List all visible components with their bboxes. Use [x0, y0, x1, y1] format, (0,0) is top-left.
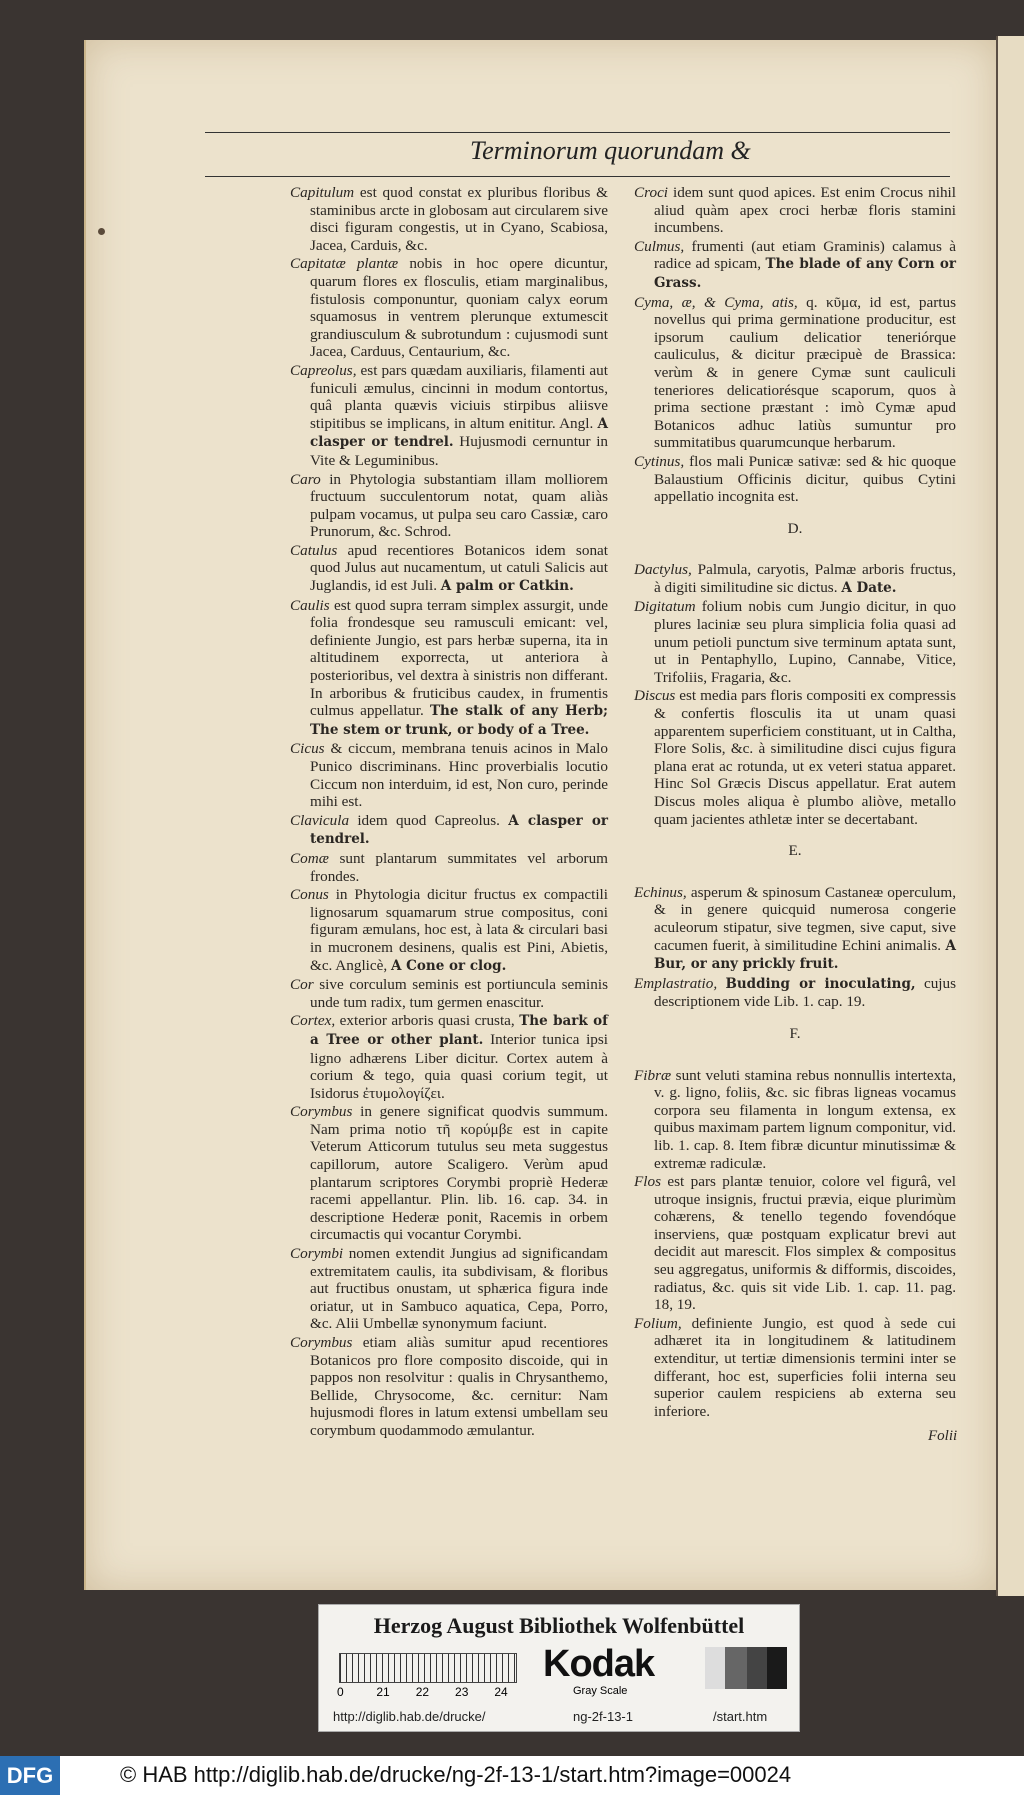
glossary-entry: [634, 453, 956, 506]
ruler-numbers: [337, 1685, 530, 1699]
english-gloss: A clasper or tendrel.: [310, 415, 608, 451]
glossary-entry: [290, 812, 608, 849]
entry-text: apud recentiores Botanicos idem sonat quod Julus aut nucamentum, ut catuli Salicis aut Juglandis, id est Juli.: [310, 541, 608, 595]
entry-term: Caro: [290, 470, 321, 488]
glossary-entry: [290, 1103, 608, 1244]
entry-term: Corymbus: [290, 1103, 353, 1121]
entry-term: Cortex,: [290, 1012, 336, 1030]
glossary-entry: [290, 850, 608, 885]
entry-text: & ciccum, membrana tenuis acinos in Malo Punico discriminans. Hinc proverbialis locutio Ciccum non interduim, id est, Non curo, perinde mihi est.: [310, 740, 608, 811]
glossary-entry: [290, 740, 608, 810]
glossary-entry: [290, 1334, 608, 1440]
entry-text: nobis in hoc opere dicuntur, quarum flores ex flosculis, etiam marginalibus, fistulosis componuntur, quoniam calyx eorum squamosus in ventrem plerunque extumescit grandiusculum & subrotundum : cujusmodi sunt Jacea, Carduus, Centaurium, &c.: [310, 255, 608, 361]
glossary-entry: [290, 471, 608, 541]
gray-patch: [767, 1647, 787, 1689]
glossary-entry: [290, 597, 608, 740]
entry-term: Capitulum: [290, 184, 355, 201]
footer-bar: [0, 1756, 1024, 1795]
glossary-entry: [634, 687, 956, 828]
glossary-entry: [290, 886, 608, 975]
glossary-entry: [634, 294, 956, 452]
ruler-number: 21: [376, 1685, 390, 1699]
measurement-ruler: [339, 1653, 517, 1683]
entry-text: in Phytologia dicitur fructus ex compactili lignosarum squamarum strue compositus, coni figuram æmulans, hoc est, à lata & circulari basi in mucronem desinens, qualis est Pini, Abietis, &c. Anglicè,: [310, 886, 608, 974]
glossary-entry: [290, 542, 608, 596]
entry-text: idem sunt quod apices. Est enim Crocus nihil aliud quàm apex croci herbæ floris stamini incumbens.: [654, 184, 956, 237]
glossary-entry: [290, 1012, 608, 1102]
gray-patch: [747, 1647, 767, 1689]
ruler-number: 24: [494, 1685, 508, 1699]
right-text-column: [634, 184, 956, 1421]
english-gloss: A Cone or clog.: [390, 957, 507, 974]
ink-spot: [98, 228, 105, 235]
entry-text-tail: cujus descriptionem vide Lib. 1. cap. 19.: [654, 974, 957, 1011]
entry-term: Digitatum: [634, 598, 696, 616]
entry-term: Capitatæ plantæ: [290, 255, 399, 273]
header-rule-bottom: [205, 176, 950, 177]
copyright-url[interactable]: © HAB http://diglib.hab.de/drucke/ng-2f-13-1/start.htm?image=00024: [120, 1762, 792, 1787]
entry-text: q. κῦμα, id est, partus novellus qui prima germinatione producitur, est ipsorum caulium delicatior teneriórque cauliculus, & dicitur præcipuè de Brassica: verùm & in genere Cymæ sunt cauliculi teneriores delicatiorésque scaporum, quos à prima sectione præstant : imò Cymæ apud Botanicos adhuc latiùs sumuntur pro summitatibus quarumcunque herbarum.: [654, 293, 956, 452]
entry-text: sive corculum seminis est portiuncula seminis unde tum radix, tum germen enascitur.: [310, 976, 608, 1011]
next-page-edge: [996, 36, 1024, 1596]
entry-term: Corymbus: [290, 1334, 353, 1351]
glossary-entry: [290, 255, 608, 361]
entry-text: nomen extendit Jungius ad significandam extremitatem caulis, ita subdivisam, & floribus aut fructibus onustam, ut sphærica figura inde oriatur, ut in Sambuco aquatica, Cepa, Porro, &c. Alii Umbellæ synonymum faciunt.: [310, 1245, 608, 1333]
entry-term: Flos: [634, 1173, 662, 1191]
entry-text: sunt veluti stamina rebus nonnullis intertexta, v. g. ligno, foliis, &c. sic fibras ligneas vocamus corpora seu filamenta in longum extensa, ex quibus maximam partem lignum componitur, vid. lib. 1. cap. 8. Item fibræ dicuntur minutissimæ & extremæ radiculæ.: [654, 1066, 956, 1172]
url-part: /start.htm: [713, 1709, 768, 1724]
entry-text: Palmula, caryotis, Palmæ arboris fructus, à digiti similitudine sic dictus.: [654, 561, 956, 596]
english-gloss: The bark of a Tree or other plant.: [310, 1013, 608, 1048]
entry-term: Dactylus,: [634, 561, 692, 579]
url-part: http://diglib.hab.de/drucke/: [333, 1709, 486, 1724]
entry-term: Folium,: [634, 1314, 682, 1332]
entry-term: Caulis: [290, 596, 330, 614]
glossary-entry: [290, 362, 608, 470]
ruler-number: 22: [415, 1685, 430, 1699]
entry-term: Corymbi: [290, 1245, 344, 1263]
glossary-entry: [634, 561, 956, 597]
glossary-entry: [634, 1315, 956, 1421]
english-gloss: A clasper or tendrel.: [310, 812, 608, 848]
section-letter: E.: [788, 842, 802, 860]
library-name: Herzog August Bibliothek Wolfenbüttel: [373, 1613, 745, 1638]
english-gloss: The blade of any Corn or Grass.: [654, 256, 957, 291]
catchword: Folii: [928, 1428, 958, 1444]
entry-term: Conus: [290, 886, 329, 904]
entry-term: Emplastratio,: [634, 974, 718, 992]
entry-term: Cytinus,: [634, 452, 685, 470]
entry-text: folium nobis cum Jungio dicitur, in quo plures laciniæ seu plura simplicia folia quasi ad unum petioli punctum sive terminum aptata sunt, ut in Pentaphyllo, Lupino, Cannabe, Vitice, Trifoliis, Fragaria, &c.: [654, 598, 956, 686]
dfg-logo: DFG: [0, 1756, 60, 1795]
glossary-entry: [290, 976, 608, 1011]
english-gloss: A palm or Catkin.: [440, 578, 574, 595]
entry-text: idem quod Capreolus.: [349, 811, 500, 829]
entry-text: est quod constat ex pluribus floribus & staminibus arcte in globosam aut circularem sive disci figuram congestis, ut in Cyano, Scabiosa, Jacea, Carduis, &c.: [310, 184, 608, 254]
glossary-entry: [634, 975, 956, 1011]
entry-term: Cyma, æ, & Cyma, atis,: [634, 293, 798, 311]
entry-text: est pars plantæ tenuior, colore vel figurâ, vel utroque insignis, fructui prævia, eique plurimùm cohærens, & tenello tegendo fovendóque inserviens, quæ postquam explicatur brevi aut decidit aut marescit. Flos simplex & compositus seu aggregatus, uniformis & difformis, discoides, radiatus, &c. quis sit vide Lib. 1. cap. 11. pag. 18, 19.: [654, 1173, 956, 1314]
entry-term: Croci: [634, 184, 669, 201]
color-calibration-card: [318, 1604, 800, 1732]
entry-text: est media pars floris compositi ex compressis & confertis flosculis ita ut unam quasi apparentem superficiem constituant, ut in Caltha, Flore Solis, &c. à similitudine disci cujus figura plana erat ac rotunda, ut ex veteri statua apparet. Hinc Sol Græcis Discus appellatur. Erat autem Discus moles aliqua è plumbo aliòve, metallo quam jacientes athletæ inter se decertabant.: [654, 687, 956, 828]
entry-term: Discus: [634, 687, 676, 705]
entry-text-tail: Hujusmodi cernuntur in Vite & Leguminibus.: [310, 433, 609, 469]
glossary-entry: [634, 184, 956, 237]
entry-term: Echinus,: [634, 883, 687, 901]
english-gloss: The stalk of any Herb; The stem or trunk, or body of a Tree.: [310, 703, 608, 738]
entry-term: Clavicula: [290, 811, 350, 829]
entry-text: asperum & spinosum Castaneæ operculum, & in genere quicquid numerosa congerie aculeorum stipatur, sive tegmen, sive caput, sive cacumen fuerit, à similitudine Echini animalis.: [654, 883, 956, 954]
page-header-title: Terminorum quorundam &: [470, 136, 751, 165]
english-gloss: A Date.: [841, 579, 897, 596]
url-part: ng-2f-13-1: [573, 1709, 633, 1724]
entry-term: Culmus,: [634, 237, 685, 255]
gray-scale-label: Gray Scale: [573, 1685, 628, 1697]
header-rule-top: [205, 132, 950, 133]
glossary-entry: [290, 1245, 608, 1333]
entry-text: exterior arboris quasi crusta,: [335, 1012, 515, 1030]
entry-term: Catulus: [290, 541, 338, 559]
entry-text: est pars quædam auxiliaris, filamenti aut funiculi æmulus, cincinni in modum contortus, quâ planta quævis viciuis stirpibus aliisve stipitibus se implicans, in altum enititur. Angl.: [310, 361, 608, 432]
entry-text: in Phytologia substantiam illam molliorem fructuum succulentorum notat, quam aliàs pulpam vocamus, ut pulpa seu caro Cassiæ, caro Prunorum, &c. Schrod.: [310, 470, 608, 541]
ruler-number: 23: [455, 1685, 469, 1699]
glossary-entry: [290, 184, 608, 254]
entry-text: frumenti (aut etiam Graminis) calamus à radice ad spicam,: [654, 237, 956, 273]
gray-patch: [725, 1647, 747, 1689]
entry-text: flos mali Punicæ sativæ: sed & hic quoque Balaustium Officinis dicitur, quibus Cytini appellatio incognita est.: [654, 452, 956, 506]
ruler-number: 0: [337, 1685, 344, 1699]
kodak-logo: Kodak: [543, 1643, 655, 1685]
section-letter: D.: [787, 519, 803, 537]
entry-term: Cor: [290, 976, 314, 994]
entry-term: Cicus: [290, 740, 325, 758]
glossary-entry: [634, 238, 956, 293]
entry-text: in genere significat quodvis summum. Nam prima notio τῆ κορύμβε est in capite Veterum Atticorum tutulus seu meta suggestus capillorum, autore Scaligero. Verùm apud plantarum scriptores Corymbi propriè Hederæ racemi appellantur. Plin. lib. 16. cap. 34. in descriptione Hederæ ponit, Racemis in orbem circumactis qui vocantur Corymbi.: [310, 1103, 608, 1244]
entry-text: etiam aliàs sumitur apud recentiores Botanicos pro flore composito discoide, qui in pappos non resolvitur : qualis in Chrysanthemo, Bellide, Chrysocome, &c. cernitur: Nam hujusmodi flores in latum extensi umbellam seu corymbum quodammodo æmulantur.: [310, 1334, 608, 1439]
english-gloss: Budding or inoculating,: [725, 975, 916, 992]
glossary-entry: [634, 1067, 956, 1173]
entry-text: definiente Jungio, est quod à sede cui adhæret ita in longitudinem & latitudinem extenditur, ut tertiæ dimensionis termini inter se differant, hoc est, superficies folii interna seu superior caulem respiciens ab externa seu inferiore.: [654, 1314, 956, 1420]
english-gloss: A Bur, or any prickly fruit.: [654, 937, 957, 973]
glossary-entry: [634, 884, 956, 974]
entry-term: Fibræ: [634, 1066, 672, 1084]
entry-text-tail: Interior tunica ipsi ligno adhærens Liber dicitur. Cortex autem à corium & tego, quia quasi corium tegit, ut Isidorus ἐτυμολογίζει.: [310, 1030, 609, 1102]
gray-patch: [705, 1647, 725, 1689]
entry-text: sunt plantarum summitates vel arborum frondes.: [310, 849, 608, 885]
entry-term: Comæ: [290, 849, 329, 867]
glossary-entry: [634, 1173, 956, 1314]
left-text-column: [290, 184, 608, 1441]
section-letter: F.: [789, 1024, 801, 1042]
glossary-entry: [634, 598, 956, 686]
entry-term: Capreolus,: [290, 361, 357, 379]
entry-text: est quod supra terram simplex assurgit, unde folia frondesque seu ramusculi emicant: vel, definiente Jungio, est pars herbæ superna, ita in altitudinem exporrecta, ut anteriora à posterioribus, vel dextra à sinistris non differant. In arboribus & fruticibus caudex, in frumentis culmus appellatur.: [310, 596, 608, 720]
